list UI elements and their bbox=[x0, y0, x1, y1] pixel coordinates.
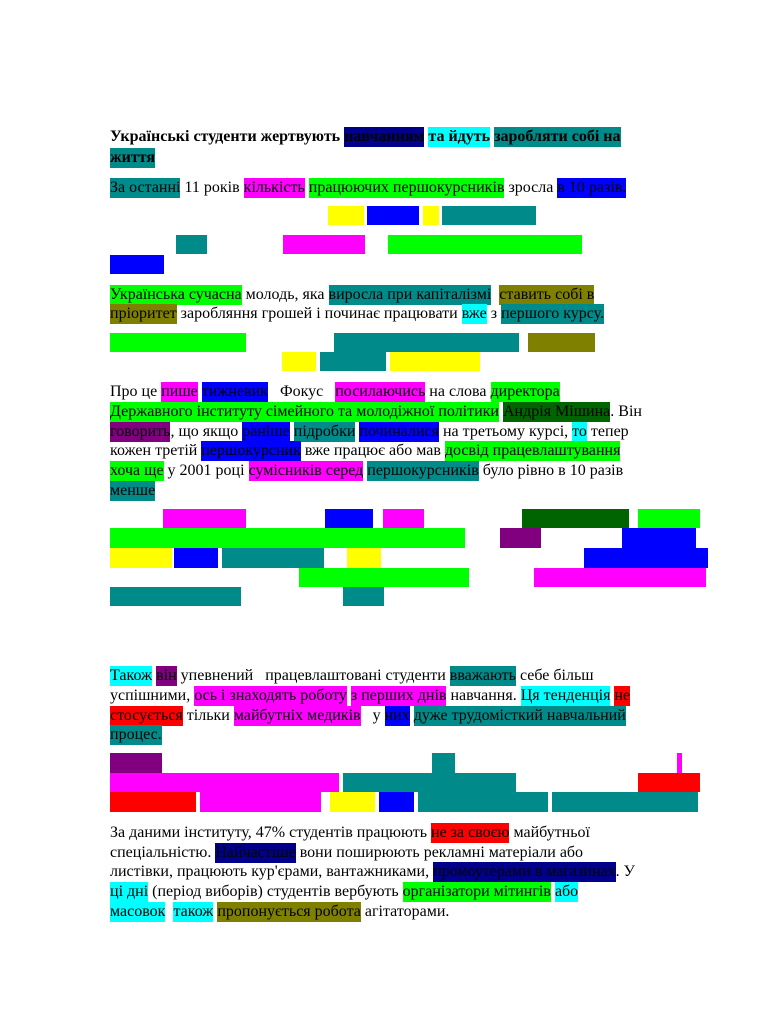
p2-line-0 bbox=[110, 382, 560, 402]
highlighted-run: пише bbox=[161, 383, 198, 400]
highlighted-run: вже bbox=[461, 305, 487, 322]
text-run: тільки bbox=[182, 707, 234, 724]
text-run: вже працює або мав bbox=[300, 442, 445, 459]
highlighted-run: підробки bbox=[293, 423, 356, 440]
p3-line-3 bbox=[110, 725, 162, 745]
highlighted-run: організатори мітингів bbox=[402, 883, 551, 900]
highlighted-run: виросла при капіталізмі bbox=[328, 286, 492, 303]
highlight-block bbox=[379, 792, 414, 812]
text-run: кожен третій bbox=[110, 442, 202, 459]
highlight-block bbox=[325, 509, 373, 528]
text-run: у bbox=[360, 707, 385, 724]
highlighted-run: масовок bbox=[110, 903, 166, 920]
highlight-block bbox=[320, 352, 386, 371]
highlighted-run: Андрія Мішина bbox=[502, 403, 611, 420]
p3-line-1 bbox=[110, 686, 630, 706]
highlight-block bbox=[282, 352, 316, 371]
highlight-block bbox=[174, 548, 218, 568]
text-run: упевнений працевлаштовані студенти bbox=[176, 667, 450, 684]
highlighted-run: він bbox=[156, 667, 177, 684]
highlight-block bbox=[200, 792, 321, 812]
text-run: на третьому курсі, bbox=[438, 423, 573, 440]
highlight-block bbox=[383, 509, 424, 528]
highlighted-run: кількість bbox=[243, 179, 305, 196]
highlight-block bbox=[367, 206, 419, 225]
highlighted-run: промоутерами в магазинах bbox=[433, 863, 616, 880]
text-run: (період виборів) студентів вербують bbox=[148, 883, 403, 900]
highlighted-run: навчанням bbox=[344, 128, 425, 145]
highlight-block bbox=[163, 509, 246, 528]
text-run: зросла bbox=[504, 179, 558, 196]
text-run: . У bbox=[615, 863, 635, 880]
text-run: , що якщо bbox=[170, 423, 243, 440]
title-line-1 bbox=[110, 127, 621, 147]
p3-line-2 bbox=[110, 706, 626, 726]
highlight-block bbox=[442, 206, 536, 225]
text-run: . Він bbox=[610, 403, 642, 420]
highlighted-run: то bbox=[572, 423, 587, 440]
text-run bbox=[165, 902, 173, 922]
highlighted-run: директора bbox=[490, 383, 560, 400]
text-run: молодь, яка bbox=[241, 286, 329, 303]
highlighted-run: також bbox=[173, 903, 214, 920]
text-run: Фокус bbox=[267, 383, 336, 400]
highlighted-run: них bbox=[384, 707, 410, 724]
highlighted-run: не bbox=[614, 687, 631, 704]
highlighted-run: не за своєю bbox=[431, 824, 510, 841]
highlighted-run: останні bbox=[129, 179, 181, 196]
highlighted-run: першокурсників bbox=[367, 462, 479, 479]
highlighted-run: Ця тенденція bbox=[520, 687, 611, 704]
text-run: тепер bbox=[586, 423, 629, 440]
p3-line-0 bbox=[110, 666, 594, 686]
highlighted-run: або bbox=[554, 883, 579, 900]
highlight-block bbox=[343, 587, 384, 606]
highlight-block bbox=[584, 548, 708, 568]
text-run: успішними, bbox=[110, 687, 195, 704]
highlighted-run: тижневик bbox=[201, 383, 268, 400]
text-run: листівки, працюють кур'єрами, вантажниками, bbox=[110, 863, 434, 880]
highlight-block bbox=[110, 587, 241, 606]
highlighted-run: пропонується робота bbox=[217, 903, 361, 920]
highlighted-run: процес. bbox=[110, 726, 162, 743]
p2-line-4 bbox=[110, 461, 623, 481]
p1-line-1 bbox=[110, 304, 604, 324]
p4-line-1 bbox=[110, 843, 583, 863]
text-run bbox=[491, 285, 499, 305]
p4-line-0 bbox=[110, 823, 590, 843]
highlight-block bbox=[522, 509, 629, 528]
p2-line-3 bbox=[110, 441, 620, 461]
highlight-block bbox=[622, 528, 696, 548]
text-run: у 2001 році bbox=[163, 462, 249, 479]
highlight-block bbox=[110, 548, 172, 568]
text-run: на слова bbox=[425, 383, 491, 400]
highlighted-run: стосується bbox=[110, 707, 183, 724]
text-run: Українські студенти жертвують bbox=[110, 128, 345, 145]
highlighted-run: в 10 разів. bbox=[557, 179, 627, 196]
highlighted-run: першого курсу. bbox=[501, 305, 605, 322]
highlight-block bbox=[110, 528, 465, 548]
p4-line-4 bbox=[110, 902, 449, 922]
highlight-block bbox=[638, 509, 700, 528]
highlight-block bbox=[418, 792, 548, 812]
title-line-2 bbox=[110, 148, 155, 168]
highlighted-run: Українська сучасна bbox=[110, 286, 242, 303]
text-run: з bbox=[486, 305, 502, 322]
highlighted-run: та йдуть bbox=[428, 128, 491, 145]
highlight-block bbox=[390, 352, 480, 371]
highlight-block bbox=[347, 548, 381, 568]
highlighted-run: з перших днів bbox=[350, 687, 447, 704]
highlighted-run: хоча ще bbox=[110, 462, 164, 479]
highlighted-run: менше bbox=[110, 482, 156, 499]
highlight-block bbox=[110, 792, 196, 812]
highlight-block bbox=[343, 773, 516, 792]
p4-line-3 bbox=[110, 882, 578, 902]
highlighted-run: Найчастіше bbox=[215, 844, 296, 861]
text-run: агітаторами. bbox=[360, 903, 450, 920]
p2-line-5 bbox=[110, 481, 155, 501]
highlighted-run: посилаючись bbox=[335, 383, 426, 400]
highlighted-run: заробляти собі на bbox=[494, 128, 621, 145]
highlight-block bbox=[283, 235, 365, 254]
p2-line-1 bbox=[110, 402, 642, 422]
highlight-block bbox=[334, 333, 519, 352]
highlighted-run: майбутніх медиків bbox=[233, 707, 361, 724]
highlight-block bbox=[299, 568, 469, 587]
highlight-block bbox=[423, 206, 439, 225]
highlight-block bbox=[222, 548, 324, 568]
highlight-block bbox=[328, 206, 364, 225]
highlight-block bbox=[432, 753, 455, 773]
highlighted-run: працюючих першокурсників bbox=[308, 179, 505, 196]
text-run: себе більш bbox=[515, 667, 594, 684]
highlighted-run: починалися bbox=[359, 423, 439, 440]
text-run: вони поширюють рекламні матеріали або bbox=[295, 844, 584, 861]
text-run: Про це bbox=[110, 383, 162, 400]
highlighted-run: першокурсник bbox=[201, 442, 301, 459]
highlighted-run: За bbox=[110, 179, 130, 196]
highlighted-run: життя bbox=[110, 149, 155, 166]
highlighted-run: сумісників серед bbox=[248, 462, 364, 479]
highlighted-run: пріоритет bbox=[110, 305, 177, 322]
highlighted-run: ставить собі в bbox=[499, 286, 595, 303]
highlight-block bbox=[552, 792, 698, 812]
highlight-block bbox=[500, 528, 541, 548]
highlight-block bbox=[534, 568, 706, 587]
highlight-block bbox=[638, 773, 700, 792]
highlighted-run: раніше bbox=[242, 423, 290, 440]
highlight-block bbox=[110, 753, 162, 773]
text-run: 11 років bbox=[180, 179, 244, 196]
text-run: За даними інституту, 47% студентів працюють bbox=[110, 824, 432, 841]
highlighted-run: дуже трудомісткий навчальний bbox=[413, 707, 626, 724]
p4-line-2 bbox=[110, 862, 635, 882]
text-run: майбутньої bbox=[509, 824, 590, 841]
highlighted-run: ці дні bbox=[110, 883, 149, 900]
highlight-block bbox=[330, 792, 375, 812]
text-run: було рівно в 10 разів bbox=[478, 462, 624, 479]
highlight-block bbox=[110, 773, 339, 792]
highlighted-run: досвід працевлаштування bbox=[444, 442, 621, 459]
p2-line-2 bbox=[110, 422, 629, 442]
highlight-block bbox=[110, 333, 246, 352]
highlighted-run: ось і знаходять роботу bbox=[194, 687, 347, 704]
p1-line-0 bbox=[110, 285, 594, 305]
highlight-block bbox=[388, 235, 582, 254]
text-run: спеціальністю. bbox=[110, 844, 216, 861]
highlight-block bbox=[176, 235, 207, 254]
highlight-block bbox=[677, 753, 682, 773]
highlighted-run: вважають bbox=[449, 667, 516, 684]
highlighted-run: Державного інституту сімейного та молодіжної політики bbox=[110, 403, 499, 420]
highlight-block bbox=[110, 255, 164, 274]
highlight-block bbox=[528, 333, 595, 352]
highlighted-run: Також bbox=[110, 667, 153, 684]
text-run: заробляння грошей і починає працювати bbox=[176, 305, 462, 322]
highlighted-run: говорить bbox=[110, 423, 171, 440]
p0-line-0 bbox=[110, 178, 626, 198]
text-run: навчання. bbox=[446, 687, 521, 704]
